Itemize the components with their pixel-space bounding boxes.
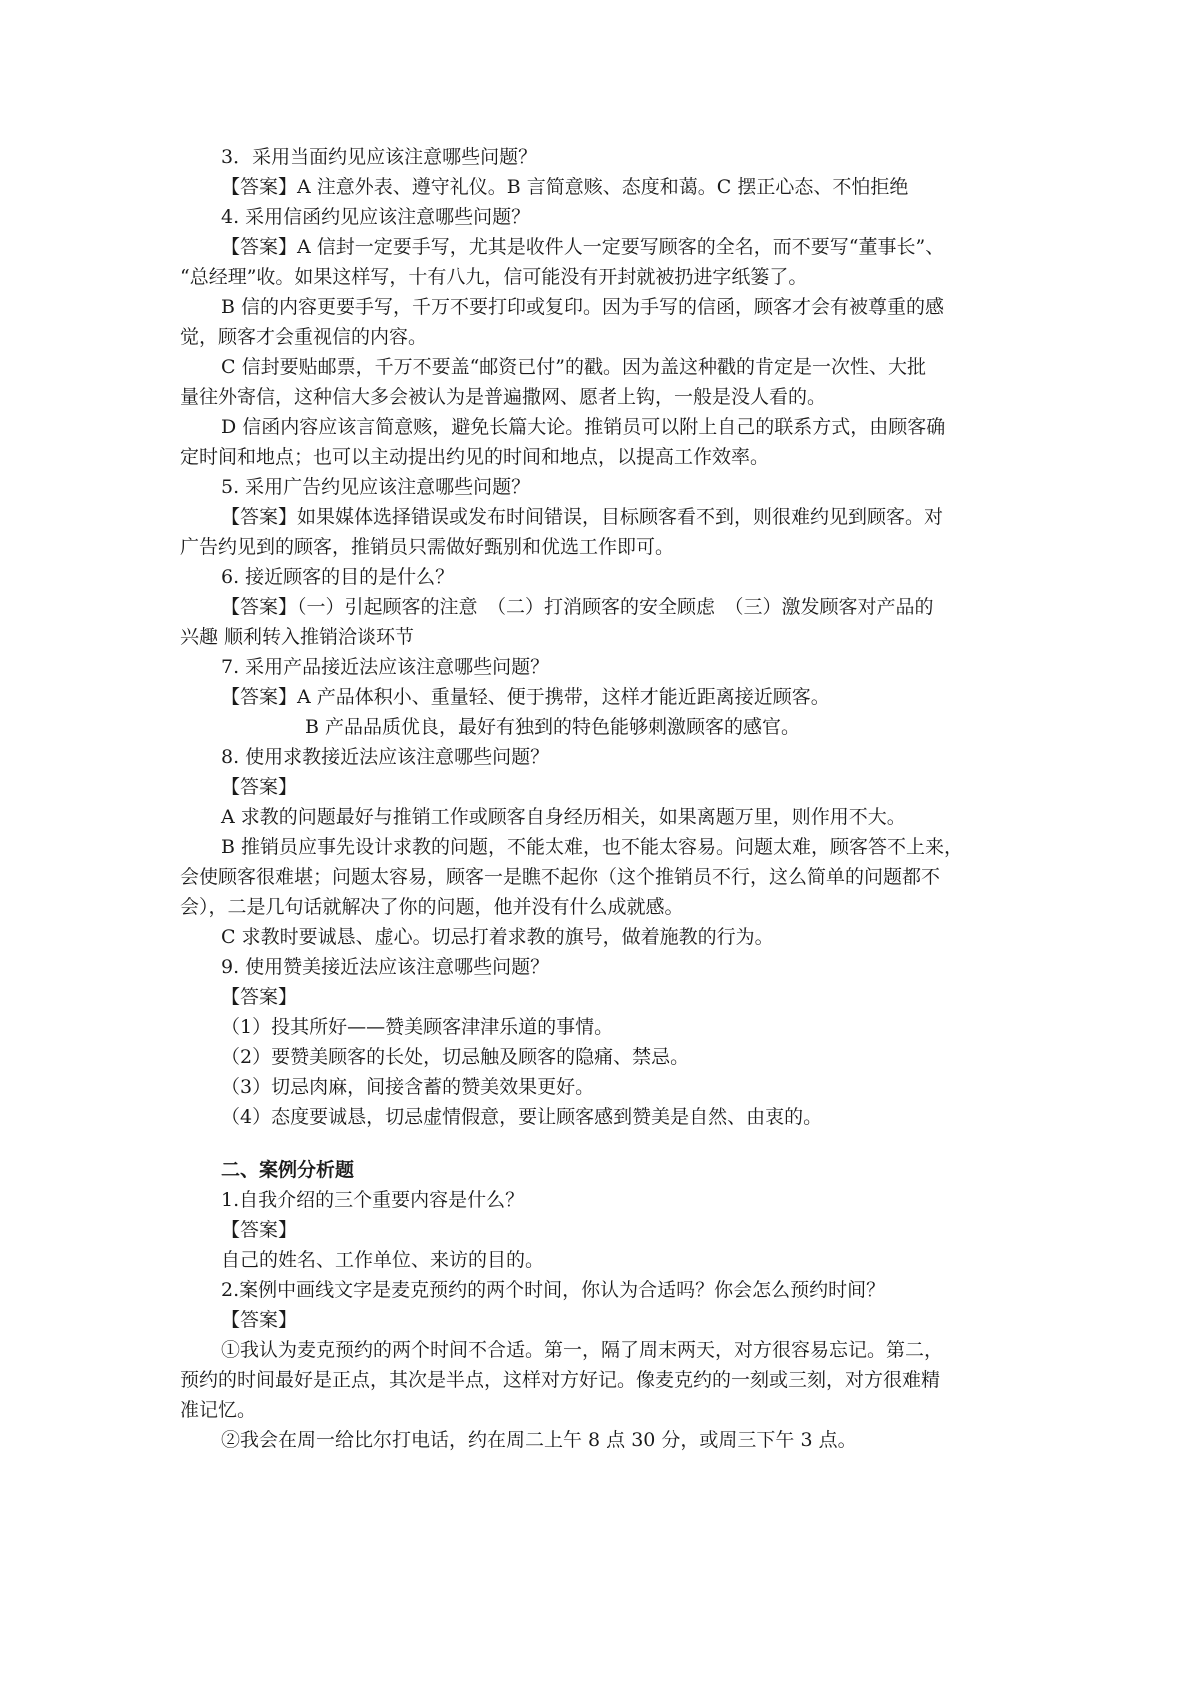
answer-8-b-cont2: 会），二是几句话就解决了你的问题，他并没有什么成就感。: [180, 896, 684, 918]
answer-8-label: 【答案】: [221, 776, 298, 798]
answer-4-c: C 信封要贴邮票，千万不要盖“邮资已付”的戳。因为盖这种戳的肯定是一次性、大批: [221, 356, 927, 378]
answer-4-c-cont: 量往外寄信，这种信大多会被认为是普遍撒网、愿者上钩，一般是没人看的。: [180, 386, 827, 408]
answer-8-b-cont: 会使顾客很难堪；问题太容易，顾客一是瞧不起你（这个推销员不行，这么简单的问题都不: [180, 866, 941, 888]
answer-9-1: （1）投其所好——赞美顾客津津乐道的事情。: [221, 1016, 614, 1038]
case-answer-2-1-cont: 预约的时间最好是正点，其次是半点，这样对方好记。像麦克约的一刻或三刻，对方很难精: [180, 1369, 941, 1391]
case-answer-2-label: 【答案】: [221, 1309, 298, 1331]
answer-8-a: A 求教的问题最好与推销工作或顾客自身经历相关，如果离题万里，则作用不大。: [221, 806, 906, 828]
answer-4-b: B 信的内容更要手写，千万不要打印或复印。因为手写的信函，顾客才会有被尊重的感: [221, 296, 945, 318]
case-answer-2-1: ①我认为麦克预约的两个时间不合适。第一，隔了周末两天，对方很容易忘记。第二，: [221, 1339, 944, 1361]
answer-4-d-cont: 定时间和地点；也可以主动提出约见的时间和地点，以提高工作效率。: [180, 446, 770, 468]
case-answer-1: 自己的姓名、工作单位、来访的目的。: [221, 1249, 545, 1271]
case-answer-2-1-cont2: 准记忆。: [180, 1399, 257, 1421]
answer-7-a: 【答案】A 产品体积小、重量轻、便于携带，这样才能近距离接近顾客。: [221, 686, 830, 708]
answer-8-c: C 求教时要诚恳、虚心。切忌打着求教的旗号，做着施教的行为。: [221, 926, 774, 948]
answer-4-a: 【答案】A 信封一定要手写，尤其是收件人一定要写顾客的全名，而不要写“董事长”、: [221, 236, 945, 258]
question-8: 8. 使用求教接近法应该注意哪些问题？: [221, 746, 550, 768]
answer-4-d: D 信函内容应该言简意赅，避免长篇大论。推销员可以附上自己的联系方式，由顾客确: [221, 416, 946, 438]
answer-6-cont: 兴趣 顺利转入推销洽谈环节: [180, 626, 415, 648]
question-7: 7. 采用产品接近法应该注意哪些问题？: [221, 656, 550, 678]
question-4: 4. 采用信函约见应该注意哪些问题？: [221, 206, 531, 228]
answer-9-4: （4）态度要诚恳，切忌虚情假意，要让顾客感到赞美是自然、由衷的。: [221, 1106, 823, 1128]
answer-3: 【答案】A 注意外表、遵守礼仪。B 言简意赅、态度和蔼。C 摆正心态、不怕拒绝: [221, 176, 909, 198]
answer-9-3: （3）切忌肉麻，间接含蓄的赞美效果更好。: [221, 1076, 595, 1098]
answer-6: 【答案】（一）引起顾客的注意 （二）打消顾客的安全顾虑 （三）激发顾客对产品的: [221, 596, 934, 618]
case-answer-2-2: ②我会在周一给比尔打电话，约在周二上午 8 点 30 分，或周三下午 3 点。: [221, 1429, 857, 1451]
answer-4-b-cont: 觉，顾客才会重视信的内容。: [180, 326, 428, 348]
question-9: 9. 使用赞美接近法应该注意哪些问题？: [221, 956, 550, 978]
case-answer-1-label: 【答案】: [221, 1219, 298, 1241]
section-heading: 二、案例分析题: [221, 1159, 355, 1181]
question-6: 6. 接近顾客的目的是什么？: [221, 566, 455, 588]
answer-5: 【答案】如果媒体选择错误或发布时间错误，目标顾客看不到，则很难约见到顾客。对: [221, 506, 944, 528]
answer-9-2: （2）要赞美顾客的长处，切忌触及顾客的隐痛、禁忌。: [221, 1046, 690, 1068]
answer-8-b: B 推销员应事先设计求教的问题，不能太难，也不能太容易。问题太难，顾客答不上来，: [221, 836, 964, 858]
case-question-2: 2.案例中画线文字是麦克预约的两个时间，你认为合适吗？你会怎么预约时间？: [221, 1279, 886, 1301]
answer-9-label: 【答案】: [221, 986, 298, 1008]
question-3: 3．采用当面约见应该注意哪些问题？: [221, 146, 538, 168]
answer-7-b: B 产品品质优良，最好有独到的特色能够刺激顾客的感官。: [305, 716, 801, 738]
answer-5-cont: 广告约见到的顾客，推销员只需做好甄别和优选工作即可。: [180, 536, 675, 558]
question-5: 5. 采用广告约见应该注意哪些问题？: [221, 476, 531, 498]
answer-4-a-cont: “总经理”收。如果这样写，十有八九，信可能没有开封就被扔进字纸篓了。: [180, 266, 808, 288]
case-question-1: 1.自我介绍的三个重要内容是什么？: [221, 1189, 525, 1211]
